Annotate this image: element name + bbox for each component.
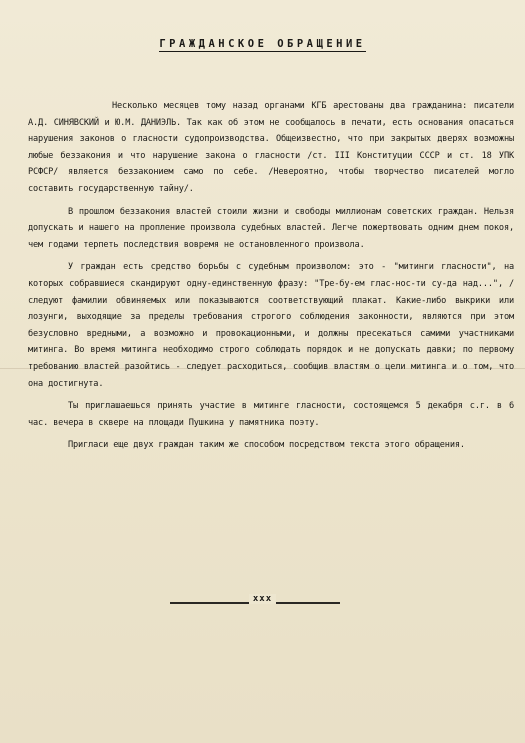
paragraph-5: Пригласи еще двух граждан таким же способом посредством текста этого обращения. <box>68 440 465 451</box>
document-body <box>28 98 514 460</box>
document-title <box>0 38 525 50</box>
paragraph-3: У граждан есть средство борьбы с судебным произволом: это - "митинги гласности", на которых собравшиеся скандируют одну-единственную фразу: "Тре-бу-ем глас-нос-ти су-да над...", /следуют фамилии обвиняемых или показываются соответствующий плакат. Какие-либо выкрики или лозунги, выходящие за пределы требования строгого соблюдения законности, являются при этом безусловно вредными, а возможно и провокационными, и должны пресекаться самими участниками митинга. Во время митинга необходимо строго соблюдать порядок и не допускать давки; по первому требованию властей разойтись - следует расходиться, сообщив властям о цели митинга и о том, что она достигнута. <box>28 262 514 389</box>
signature <box>0 594 525 604</box>
paragraph-1: Несколько месяцев тому назад органами КГБ арестованы два гражданина: писатели А.Д. СИНЯВСКИЙ и Ю.М. ДАНИЭЛЬ. Так как об этом не сообщалось в печати, есть основания опасаться нарушения законов о гласности судопроизводства. Общеизвестно, что при закрытых дверях возможны любые беззакония и что нарушение закона о гласности /ст. III Конституции СССР и ст. 18 УПК РСФСР/ является беззаконием само по себе. /Невероятно, чтобы творчество писателей могло составить государственную тайну/. <box>28 101 514 194</box>
document-title-text: ГРАЖДАНСКОЕ ОБРАЩЕНИЕ <box>159 38 366 50</box>
paragraph-4: Ты приглашаешься принять участие в митинге гласности, состоящемся 5 декабря с.г. в 6 час. вечера в сквере на площади Пушкина у памятника поэту. <box>28 401 514 428</box>
signature-text: ххх <box>249 594 276 604</box>
paragraph-2: В прошлом беззакония властей стоили жизни и свободы миллионам советских граждан. Нельзя допускать и нашего на пропление произвола судебных властей. Легче пожертвовать одним днем покоя, чем годами терпеть последствия вовремя не остановленного произвола. <box>28 206 514 250</box>
